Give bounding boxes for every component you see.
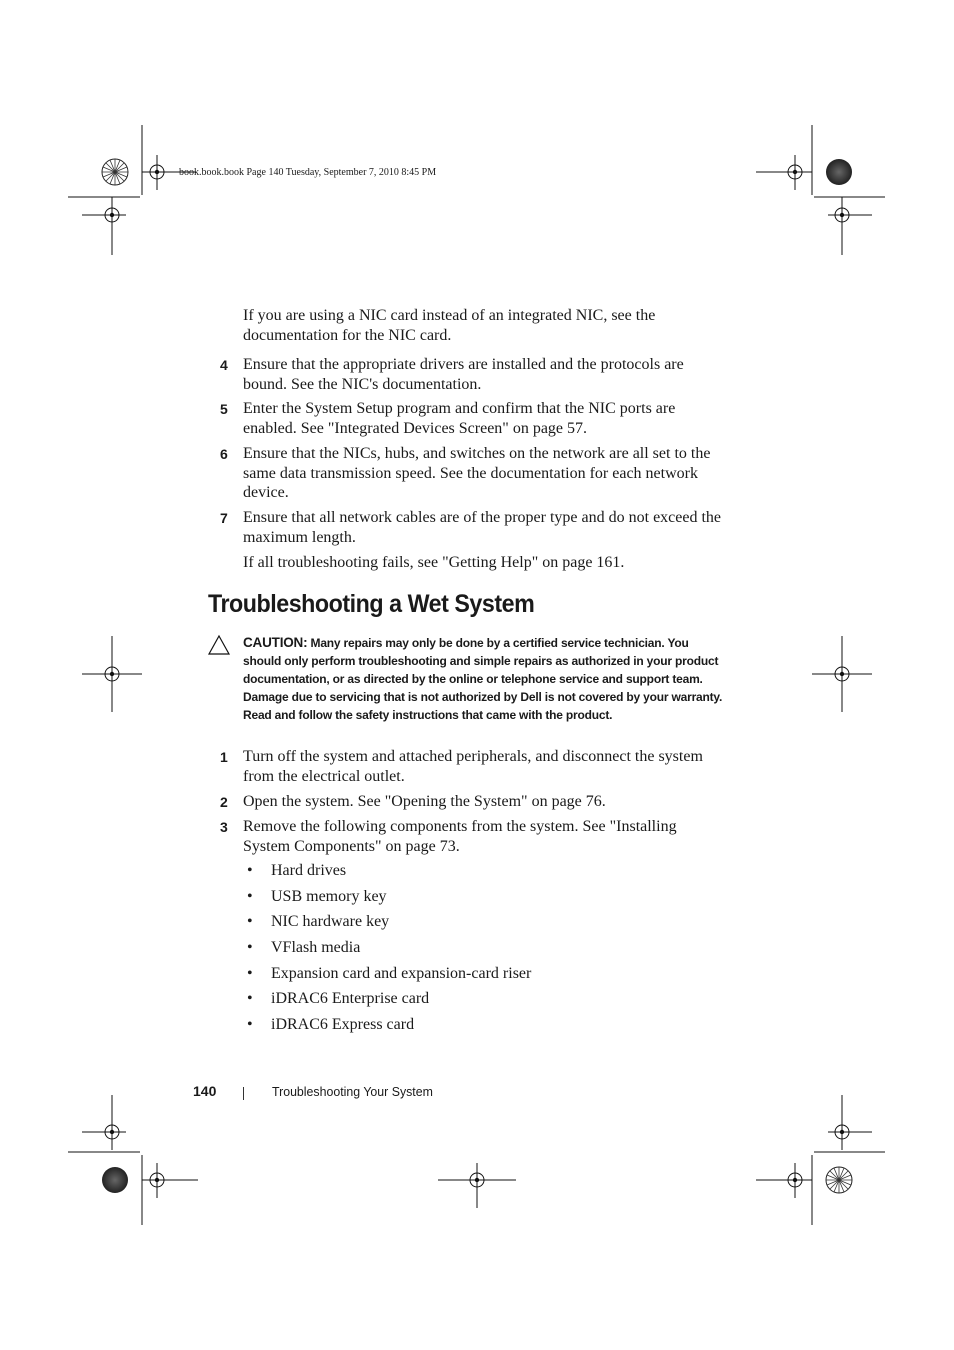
list-item: USB memory key [271,888,387,905]
step-number: 4 [220,357,228,373]
step-text: Ensure that the NICs, hubs, and switches on the network are all set to the same data transmission speed. See the documentation for each network device. [243,445,711,501]
bullet: • [247,1016,253,1033]
bullet: • [247,913,253,930]
section-title: Troubleshooting a Wet System [208,590,535,618]
caution-icon [207,634,231,656]
caution-note [243,634,725,725]
step-text: Ensure that the appropriate drivers are installed and the protocols are bound. See the NIC's documentation. [243,356,684,393]
step-text: Ensure that all network cables are of the proper type and do not exceed the maximum length. [243,509,722,546]
step-number: 6 [220,446,228,462]
bullet: • [247,965,253,982]
list-item: iDRAC6 Express card [271,1016,415,1033]
list-item: NIC hardware key [271,913,390,930]
print-slug: book.book.book Page 140 Tuesday, September 7, 2010 8:45 PM [179,167,437,178]
list-item: VFlash media [271,939,361,956]
list-item: iDRAC6 Enterprise card [271,990,430,1007]
step-text: Turn off the system and attached peripherals, and disconnect the system from the electrical outlet. [243,748,703,785]
page-number: 140 [193,1083,217,1099]
step-text: Enter the System Setup program and confirm that the NIC ports are enabled. See "Integrated Devices Screen" on page 57. [243,400,676,437]
step-number: 3 [220,819,228,835]
chapter-title: Troubleshooting Your System [272,1084,433,1099]
step-number: 5 [220,401,228,417]
step-number: 2 [220,794,228,810]
step-text: Remove the following components from the system. See "Installing System Components" on page 73. [243,818,677,855]
footer-divider [243,1087,244,1100]
intro-paragraph: If you are using a NIC card instead of an integrated NIC, see the documentation for the NIC card. [243,307,656,344]
bullet: • [247,888,253,905]
fallback-paragraph: If all troubleshooting fails, see "Getting Help" on page 161. [243,554,625,571]
step-text: Open the system. See "Opening the System" on page 76. [243,793,606,810]
step-number: 1 [220,749,228,765]
bullet: • [247,990,253,1007]
bullet: • [247,862,253,879]
bullet: • [247,939,253,956]
caution-text: Many repairs may only be done by a certified service technician. You should only perform troubleshooting and simple repairs as authorized in your product documentation, or as directed by the online or telephone service and support team. Damage due to servicing that is not authorized by Dell is not covered by your warranty. Read and follow the safety instructions that came with the product. [243,636,723,722]
step-number: 7 [220,510,228,526]
caution-label: CAUTION: [243,635,308,650]
list-item: Hard drives [271,862,347,879]
list-item: Expansion card and expansion-card riser [271,965,532,982]
